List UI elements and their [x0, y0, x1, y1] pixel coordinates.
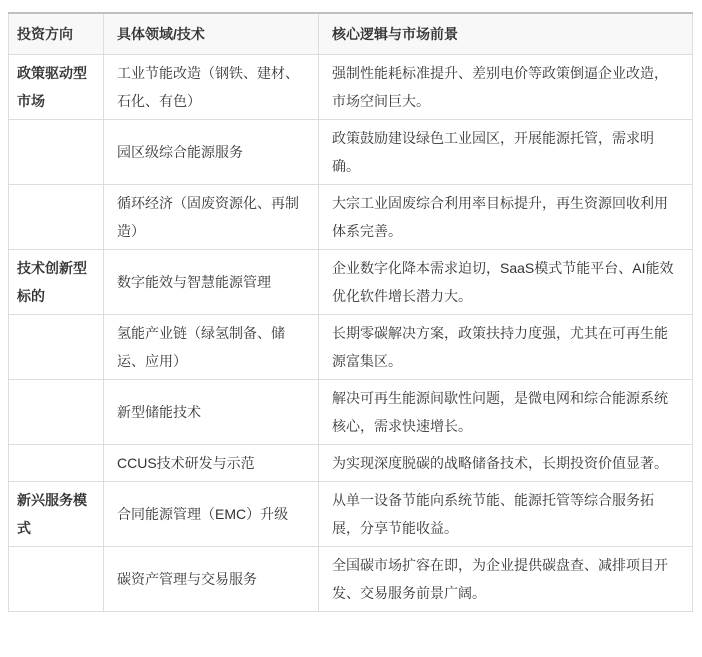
- table-row: [9, 120, 693, 185]
- logic-cell: 政策鼓励建设绿色工业园区，开展能源托管，需求明确。: [319, 120, 693, 185]
- logic-cell: 从单一设备节能向系统节能、能源托管等综合服务拓展，分享节能收益。: [319, 482, 693, 547]
- table-row: [9, 482, 693, 547]
- field-cell: 工业节能改造（钢铁、建材、石化、有色）: [104, 55, 319, 120]
- table-row: [9, 250, 693, 315]
- field-cell: 合同能源管理（EMC）升级: [104, 482, 319, 547]
- direction-cell: 政策驱动型市场: [9, 55, 104, 120]
- table-row: [9, 315, 693, 380]
- direction-cell: [9, 445, 104, 482]
- table-row: [9, 185, 693, 250]
- field-cell: 氢能产业链（绿氢制备、储运、应用）: [104, 315, 319, 380]
- direction-cell: [9, 120, 104, 185]
- table-row: [9, 547, 693, 612]
- logic-cell: 为实现深度脱碳的战略储备技术，长期投资价值显著。: [319, 445, 693, 482]
- field-cell: 数字能效与智慧能源管理: [104, 250, 319, 315]
- table-header: [9, 13, 693, 55]
- column-header-logic: 核心逻辑与市场前景: [319, 13, 693, 55]
- direction-cell: 技术创新型标的: [9, 250, 104, 315]
- investment-table: [8, 12, 693, 612]
- direction-cell: [9, 185, 104, 250]
- logic-cell: 长期零碳解决方案，政策扶持力度强，尤其在可再生能源富集区。: [319, 315, 693, 380]
- table-body: [9, 55, 693, 612]
- table-row: [9, 55, 693, 120]
- field-cell: CCUS技术研发与示范: [104, 445, 319, 482]
- header-row: [9, 13, 693, 55]
- logic-cell: 解决可再生能源间歇性问题，是微电网和综合能源系统核心，需求快速增长。: [319, 380, 693, 445]
- field-cell: 碳资产管理与交易服务: [104, 547, 319, 612]
- direction-cell: 新兴服务模式: [9, 482, 104, 547]
- field-cell: 新型储能技术: [104, 380, 319, 445]
- field-cell: 循环经济（固废资源化、再制造）: [104, 185, 319, 250]
- direction-cell: [9, 547, 104, 612]
- column-header-field: 具体领域/技术: [104, 13, 319, 55]
- logic-cell: 企业数字化降本需求迫切，SaaS模式节能平台、AI能效优化软件增长潜力大。: [319, 250, 693, 315]
- table-row: [9, 445, 693, 482]
- direction-cell: [9, 380, 104, 445]
- logic-cell: 大宗工业固废综合利用率目标提升，再生资源回收利用体系完善。: [319, 185, 693, 250]
- field-cell: 园区级综合能源服务: [104, 120, 319, 185]
- direction-cell: [9, 315, 104, 380]
- column-header-direction: 投资方向: [9, 13, 104, 55]
- logic-cell: 全国碳市场扩容在即，为企业提供碳盘查、减排项目开发、交易服务前景广阔。: [319, 547, 693, 612]
- logic-cell: 强制性能耗标准提升、差别电价等政策倒逼企业改造，市场空间巨大。: [319, 55, 693, 120]
- table-row: [9, 380, 693, 445]
